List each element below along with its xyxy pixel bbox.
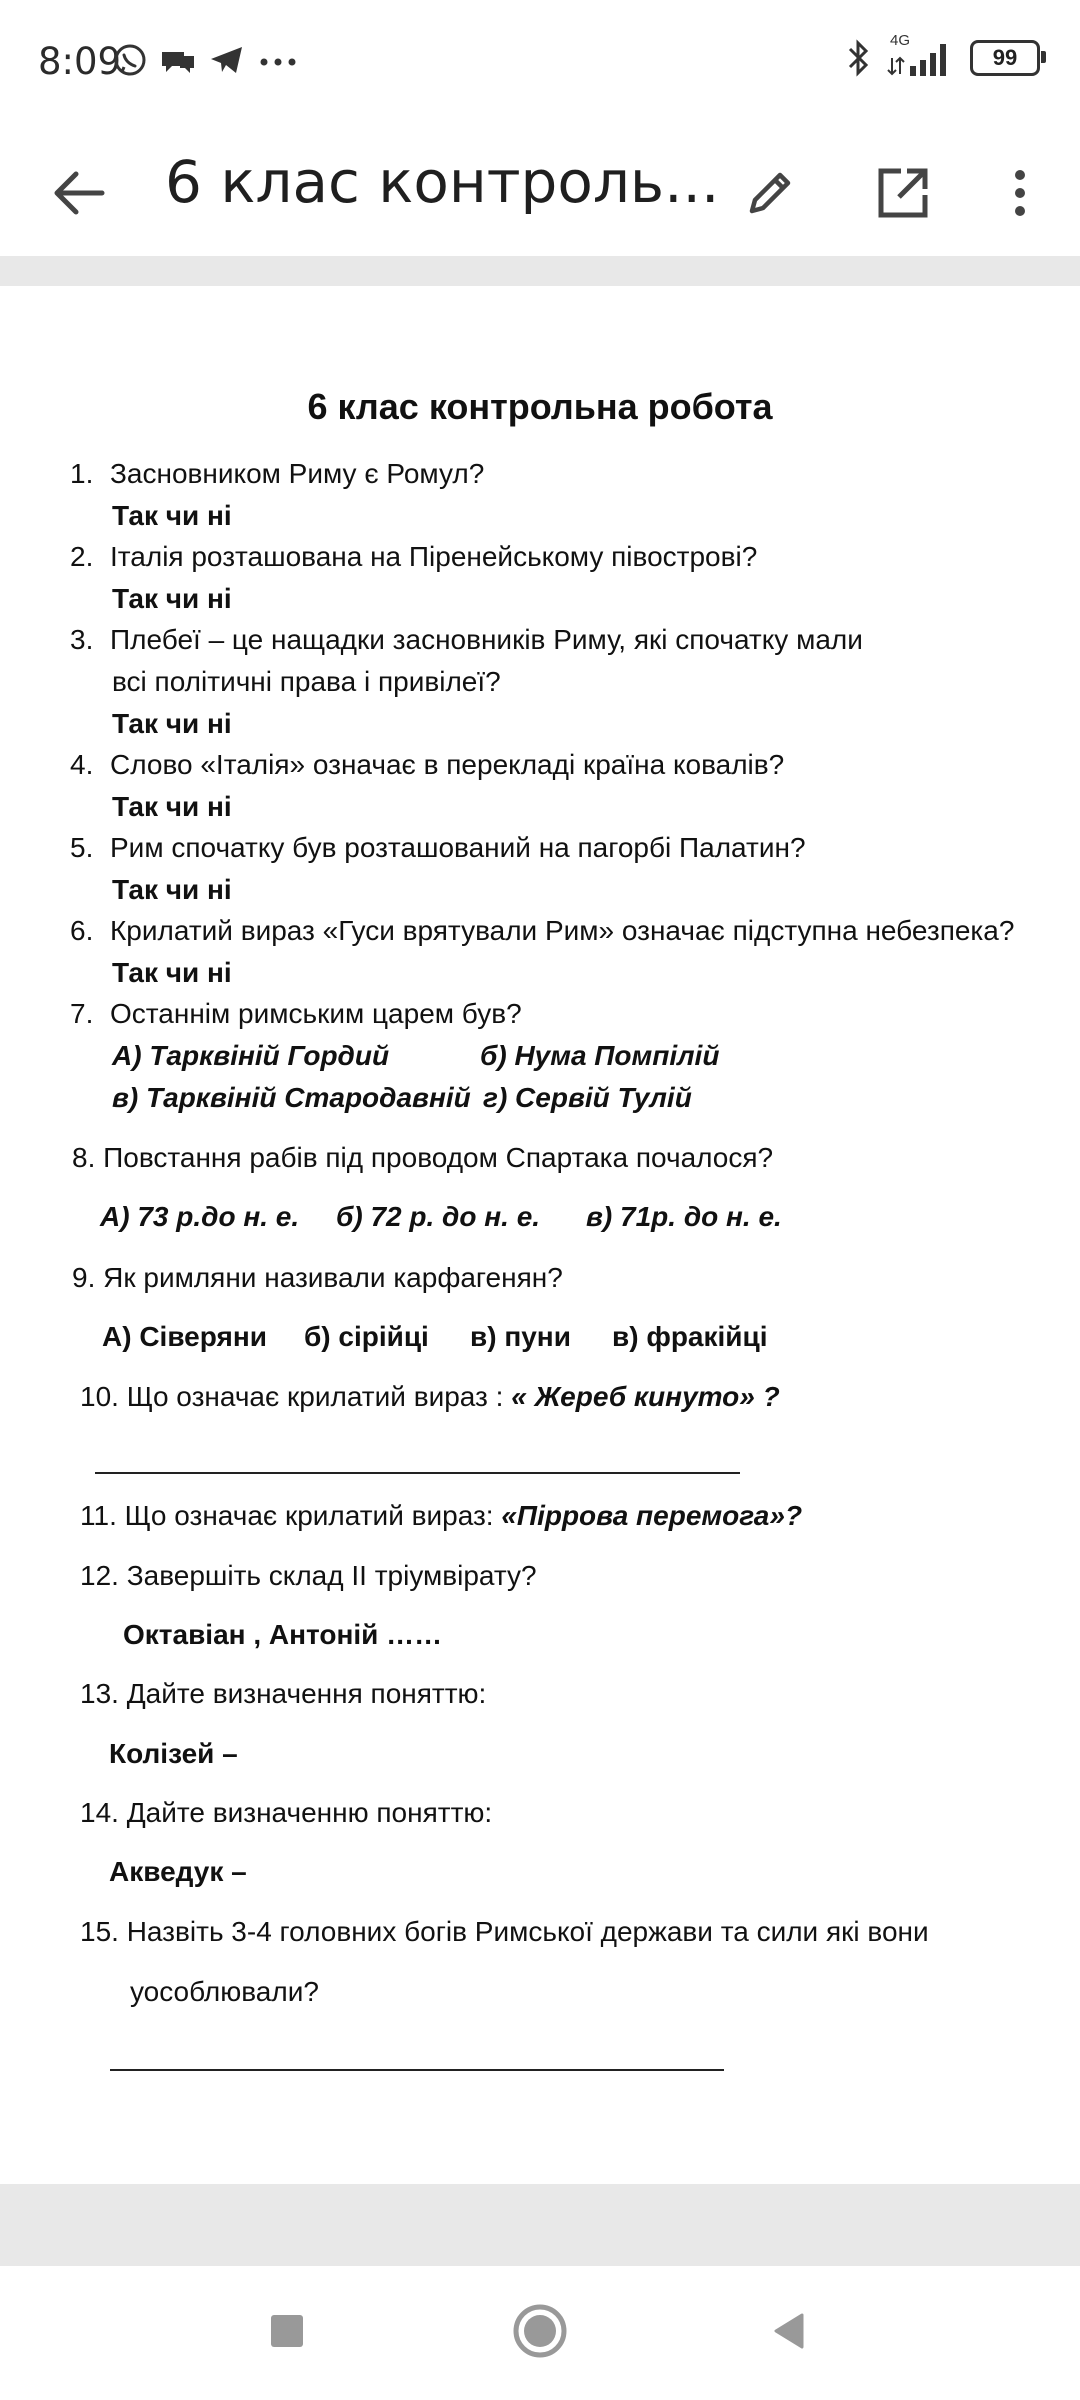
question-text: Слово «Італія» означає в перекладі країна ковалів?	[110, 749, 785, 780]
question-number: 3.	[70, 624, 94, 655]
option-a: А) 73 р.до н. е.	[100, 1201, 300, 1232]
option-a: А) Тарквіній Гордий	[112, 1040, 390, 1071]
answer-yes-no: Так чи ні	[112, 500, 232, 531]
question-11	[80, 1500, 802, 1532]
chat-app-icon	[158, 42, 198, 78]
question-3	[70, 624, 863, 656]
question-number: 7.	[70, 998, 94, 1029]
question-text: Рим спочатку був розташований на пагорбі Палатин?	[110, 832, 806, 863]
battery-level: 99	[992, 45, 1018, 70]
option-c: в) пуни	[470, 1321, 571, 1352]
question-number: 1.	[70, 458, 94, 489]
question-number: 5.	[70, 832, 94, 863]
status-time: 8:09	[38, 40, 122, 83]
back-button[interactable]	[44, 158, 114, 228]
edit-button[interactable]	[735, 158, 805, 228]
recents-button[interactable]	[252, 2296, 322, 2366]
open-in-app-button[interactable]	[868, 158, 938, 228]
more-vert-icon	[1005, 163, 1035, 223]
viewer-background-bottom	[0, 2184, 1080, 2266]
question-text: 11. Що означає крилатий вираз:	[80, 1500, 502, 1531]
bluetooth-icon	[846, 38, 872, 78]
question-5	[70, 832, 806, 864]
question-12: 12. Завершіть склад ІІ тріумвірату?	[80, 1560, 537, 1591]
answer-yes-no: Так чи ні	[112, 957, 232, 988]
question-7	[70, 998, 522, 1030]
question-text: Засновником Риму є Ромул?	[110, 458, 485, 489]
question-3-line-2: всі політичні права і привілеї?	[112, 666, 501, 697]
question-15: 15. Назвіть 3-4 головних богів Римської держави та сили які вони	[80, 1916, 929, 1947]
telegram-icon	[208, 42, 246, 78]
option-b: б) сірійці	[304, 1321, 429, 1352]
answer-line	[95, 1472, 740, 1474]
question-14: 14. Дайте визначенню поняттю:	[80, 1797, 493, 1828]
more-options-button[interactable]	[985, 158, 1055, 228]
app-toolbar	[0, 130, 1080, 256]
question-15-line-2: уособлювали?	[130, 1976, 319, 2007]
question-number: 6.	[70, 915, 94, 946]
option-d: в) фракійці	[612, 1321, 768, 1352]
cellular-signal	[886, 32, 956, 80]
arrow-back-icon	[44, 158, 114, 228]
notification-icons	[112, 42, 300, 78]
option-c: в) 71р. до н. е.	[586, 1201, 782, 1232]
question-8: 8. Повстання рабів під проводом Спартака почалося?	[72, 1142, 774, 1173]
question-10	[80, 1381, 780, 1413]
signal-bars-icon	[886, 36, 956, 80]
circle-home-icon	[510, 2301, 570, 2361]
question-text: Крилатий вираз «Гуси врятували Рим» означає підступна небезпека?	[110, 915, 1015, 946]
answer-line	[110, 2069, 724, 2071]
system-back-button[interactable]	[755, 2296, 825, 2366]
option-c: в) Тарквіній Стародавній	[112, 1082, 471, 1113]
viber-icon	[112, 42, 148, 78]
battery-indicator	[970, 40, 1040, 76]
question-number: 2.	[70, 541, 94, 572]
status-bar	[0, 0, 1080, 130]
answer-yes-no: Так чи ні	[112, 874, 232, 905]
question-6	[70, 915, 1014, 947]
question-text: 10. Що означає крилатий вираз :	[80, 1381, 512, 1412]
question-1	[70, 458, 484, 490]
square-icon	[267, 2311, 307, 2351]
document-heading: 6 клас контрольна робота	[307, 386, 773, 427]
option-d: г) Сервій Тулій	[483, 1082, 692, 1113]
question-text: Останнім римським царем був?	[110, 998, 522, 1029]
option-b: б) Нума Помпілій	[480, 1040, 720, 1071]
document-page[interactable]	[0, 286, 1080, 2184]
open-external-icon	[873, 163, 933, 223]
more-notifications-icon	[256, 42, 300, 78]
question-13: 13. Дайте визначення поняттю:	[80, 1678, 487, 1709]
option-b: б) 72 р. до н. е.	[336, 1201, 541, 1232]
document-title: 6 клас контроль...	[165, 148, 720, 216]
answer-prompt: Октавіан , Антоній ……	[123, 1619, 443, 1650]
system-navigation-bar	[0, 2266, 1080, 2400]
answer-yes-no: Так чи ні	[112, 708, 232, 739]
viewer-background-top	[0, 256, 1080, 286]
question-text: Італія розташована на Піренейському півострові?	[110, 541, 758, 572]
phrase: «Піррова перемога»?	[501, 1500, 803, 1531]
home-button[interactable]	[505, 2296, 575, 2366]
answer-yes-no: Так чи ні	[112, 791, 232, 822]
option-a: А) Сіверяни	[102, 1321, 267, 1352]
question-number: 4.	[70, 749, 94, 780]
question-9: 9. Як римляни називали карфагенян?	[72, 1262, 563, 1293]
answer-yes-no: Так чи ні	[112, 583, 232, 614]
phrase: « Жереб кинуто» ?	[511, 1381, 780, 1412]
triangle-back-icon	[768, 2309, 812, 2353]
answer-prompt: Акведук –	[109, 1856, 247, 1887]
network-type: 4G	[890, 32, 911, 49]
question-4	[70, 749, 784, 781]
question-2	[70, 541, 757, 573]
question-text: Плебеї – це нащадки засновників Риму, які спочатку мали	[110, 624, 863, 655]
status-right	[846, 32, 1040, 80]
pencil-icon	[740, 163, 800, 223]
answer-prompt: Колізей –	[109, 1738, 238, 1769]
